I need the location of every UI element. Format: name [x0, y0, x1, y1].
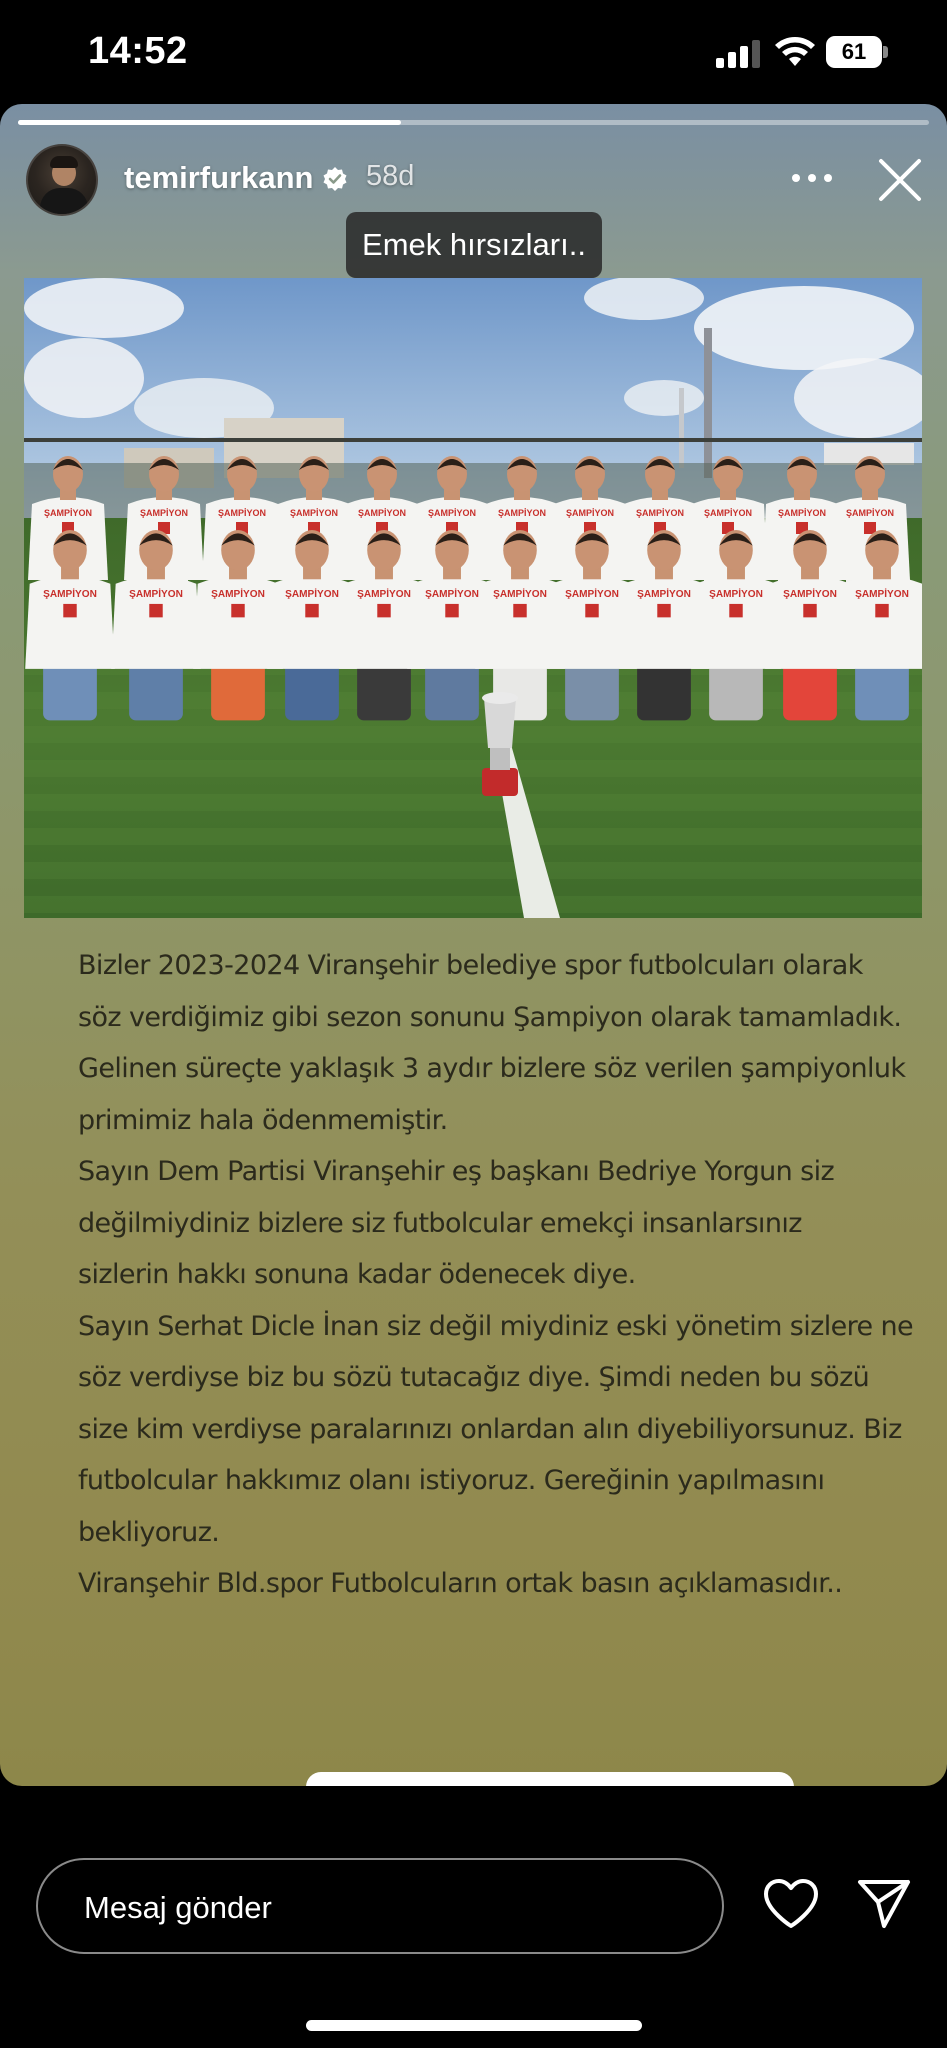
- shirt-text: ŞAMPİYON: [565, 589, 619, 601]
- message-placeholder: Mesaj gönder: [84, 1890, 272, 1925]
- shirt-text: ŞAMPİYON: [427, 508, 477, 518]
- statement-line: söz verdiğimiz gibi sezon sonunu Şampiyon olarak tamamladık.: [78, 1001, 902, 1033]
- statement-line: primimiz hala ödenmemiştir.: [78, 1104, 448, 1136]
- shirt-text: ŞAMPİYON: [565, 508, 615, 518]
- battery-level: 61: [826, 36, 882, 68]
- shirt-text: ŞAMPİYON: [703, 508, 753, 518]
- avatar[interactable]: [26, 144, 98, 216]
- statement-line: Gelinen süreçte yaklaşık 3 aydır bizlere söz verilen şampiyonluk: [78, 1053, 906, 1084]
- cellular-signal-icon: [716, 40, 760, 68]
- more-horizontal-icon[interactable]: [792, 174, 832, 184]
- caption-sticker: Emek hırsızları..: [346, 212, 602, 278]
- story-progress-bar: [18, 120, 929, 125]
- wifi-icon: [774, 34, 816, 68]
- shirt-text: ŞAMPİYON: [43, 589, 97, 601]
- statement-line: sizlerin hakkı sonuna kadar ödenecek diye.: [78, 1259, 636, 1290]
- shirt-text: ŞAMPİYON: [217, 508, 267, 518]
- statement-line: Viranşehir Bld.spor Futbolcuların ortak basın açıklamasıdır..: [78, 1568, 843, 1599]
- shirt-text: ŞAMPİYON: [497, 508, 547, 518]
- team-photo: [24, 278, 922, 918]
- story-time-ago: 58d: [366, 160, 415, 192]
- shirt-text: ŞAMPİYON: [845, 508, 895, 518]
- story-progress-fill: [18, 120, 401, 125]
- statement-text: [78, 940, 914, 1610]
- shirt-text: ŞAMPİYON: [139, 508, 189, 518]
- heart-icon[interactable]: [762, 1878, 820, 1930]
- message-input[interactable]: [36, 1858, 724, 1954]
- statement-line: bekliyoruz.: [78, 1516, 220, 1548]
- home-indicator: [306, 2020, 642, 2031]
- shirt-text: ŞAMPİYON: [129, 589, 183, 601]
- shirt-text: ŞAMPİYON: [637, 589, 691, 601]
- statement-line: söz verdiyse biz bu sözü tutacağız diye. Şimdi neden bu sözü: [78, 1362, 870, 1393]
- statement-line: Sayın Serhat Dicle İnan siz değil miydiniz eski yönetim sizlere ne: [78, 1310, 914, 1342]
- shirt-text: ŞAMPİYON: [43, 508, 93, 518]
- shirt-text: ŞAMPİYON: [211, 589, 265, 601]
- shirt-text: ŞAMPİYON: [425, 589, 479, 601]
- close-icon[interactable]: [878, 158, 922, 202]
- shirt-text: ŞAMPİYON: [357, 589, 411, 601]
- status-bar: [0, 0, 947, 104]
- send-icon[interactable]: [856, 1876, 912, 1930]
- story-card[interactable]: [0, 104, 947, 1786]
- shirt-text: ŞAMPİYON: [357, 508, 407, 518]
- shirt-text: ŞAMPİYON: [855, 589, 909, 601]
- statement-line: size kim verdiyse paralarınızı onlardan alın diyebiliyorsunuz. Biz: [78, 1413, 902, 1445]
- username[interactable]: temirfurkann: [124, 160, 314, 195]
- status-time: 14:52: [88, 30, 188, 72]
- statement-line: değilmiydiniz bizlere siz futbolcular emekçi insanlarsınız: [78, 1207, 802, 1239]
- shirt-text: ŞAMPİYON: [289, 508, 339, 518]
- verified-badge-icon: [322, 166, 348, 192]
- shirt-text: ŞAMPİYON: [285, 589, 339, 601]
- statement-line: futbolcular hakkımız olanı istiyoruz. Gereğinin yapılmasını: [78, 1465, 825, 1496]
- statement-line: Sayın Dem Partisi Viranşehir eş başkanı Bedriye Yorgun siz: [78, 1156, 835, 1187]
- shirt-text: ŞAMPİYON: [635, 508, 685, 518]
- battery-icon: [826, 36, 888, 68]
- bottom-pill: [306, 1772, 794, 1786]
- shirt-text: ŞAMPİYON: [709, 589, 763, 601]
- shirt-text: ŞAMPİYON: [777, 508, 827, 518]
- shirt-text: ŞAMPİYON: [493, 589, 547, 601]
- statement-line: Bizler 2023-2024 Viranşehir belediye spor futbolcuları olarak: [78, 950, 863, 981]
- shirt-text: ŞAMPİYON: [783, 589, 837, 601]
